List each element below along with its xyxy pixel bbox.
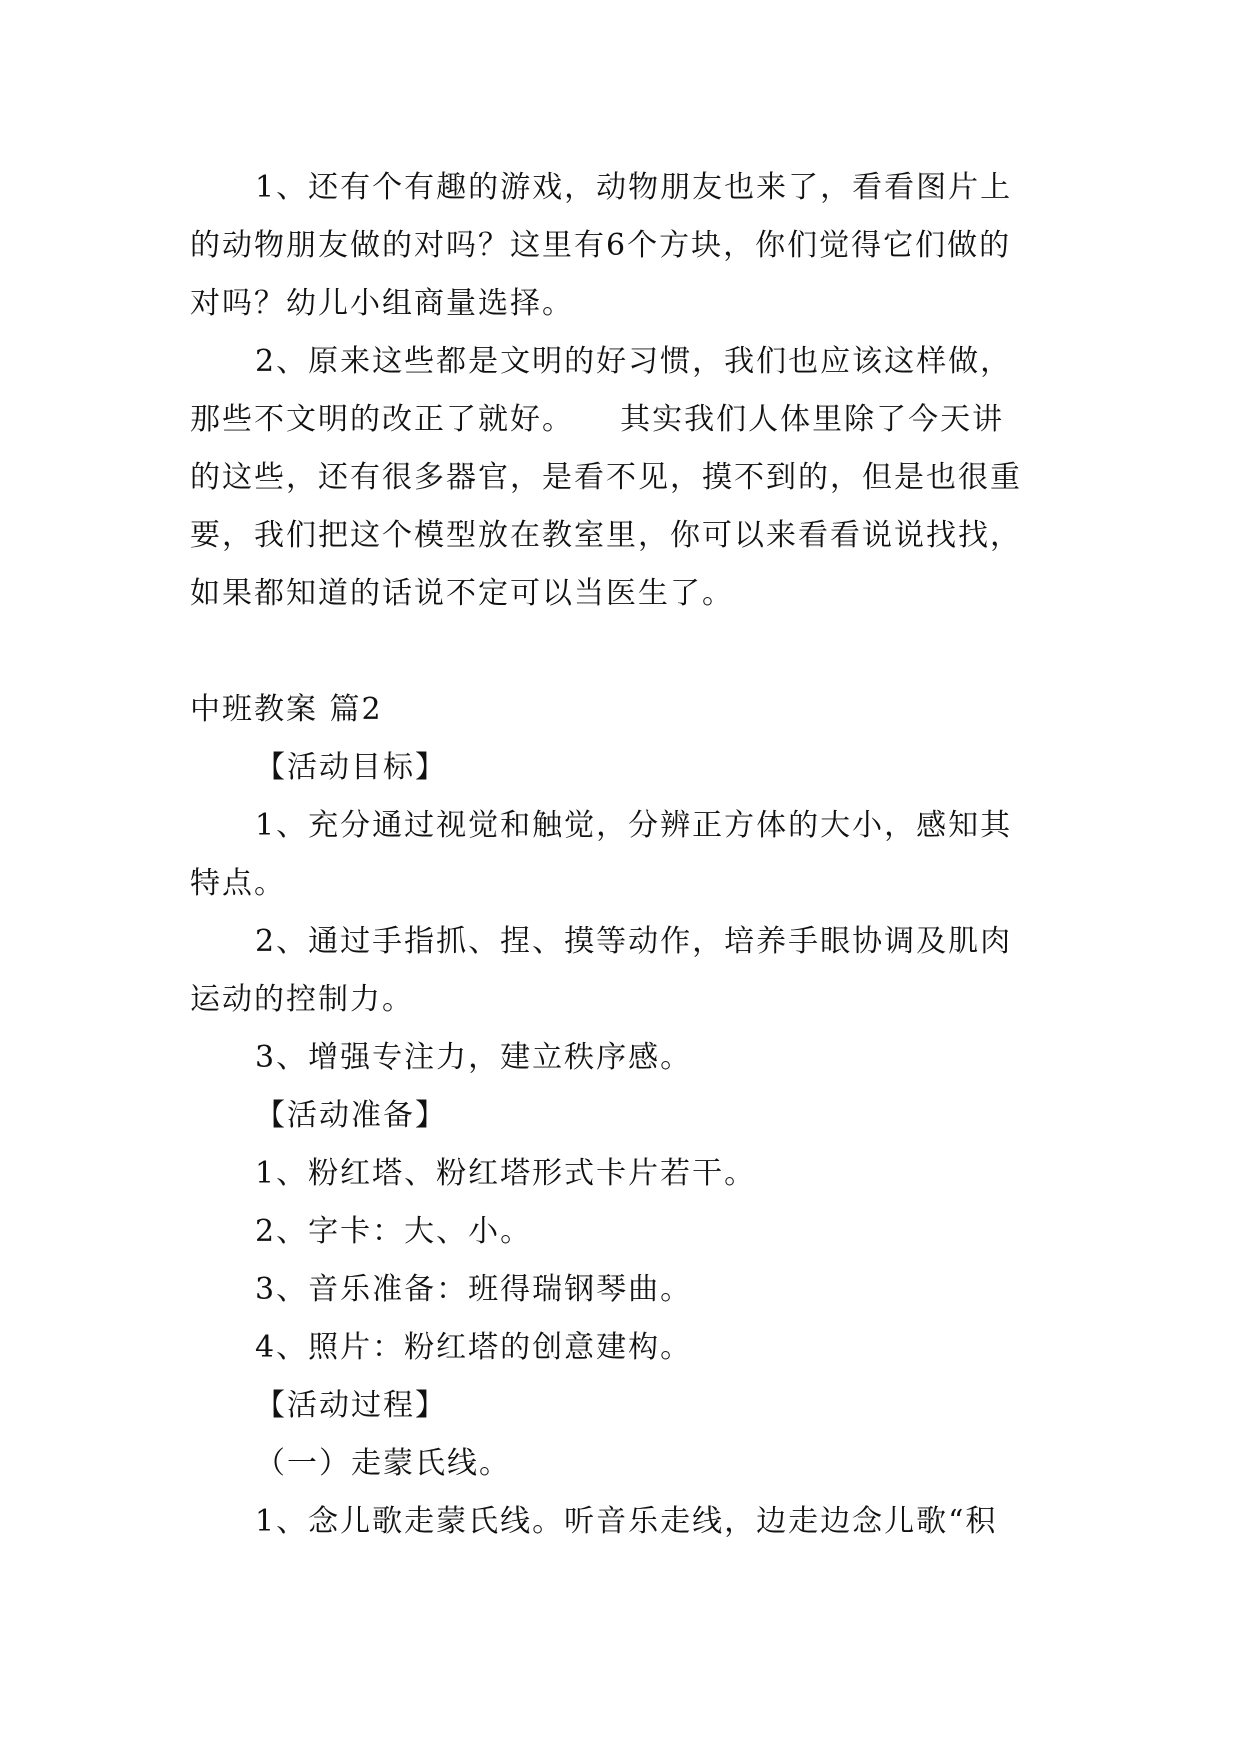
paragraph-line: 的这些，还有很多器官，是看不见，摸不到的，但是也很重: [190, 460, 1022, 495]
paragraph-line: 要，我们把这个模型放在教室里，你可以来看看说说找找，: [190, 518, 1022, 553]
paragraph-line: 2、通过手指抓、捏、摸等动作，培养手眼协调及肌肉: [255, 924, 1013, 959]
paragraph-line: 1、充分通过视觉和触觉，分辨正方体的大小，感知其: [255, 808, 1013, 843]
paragraph-line: 1、粉红塔、粉红塔形式卡片若干。: [255, 1156, 757, 1191]
paragraph-line: 1、念儿歌走蒙氏线。听音乐走线，边走边念儿歌“积: [255, 1504, 998, 1539]
section-heading-goals: 【活动目标】: [255, 750, 447, 785]
paragraph-line: 1、还有个有趣的游戏，动物朋友也来了，看看图片上: [255, 170, 1013, 205]
paragraph-line: 那些不文明的改正了就好。 其实我们人体里除了今天讲: [190, 402, 1005, 437]
paragraph-line: 特点。: [190, 866, 286, 901]
paragraph-line: 4、照片：粉红塔的创意建构。: [255, 1330, 693, 1365]
section-heading-process: 【活动过程】: [255, 1388, 447, 1423]
paragraph-line: 2、原来这些都是文明的好习惯，我们也应该这样做，: [255, 344, 1013, 379]
paragraph-line: 的动物朋友做的对吗？这里有6个方块，你们觉得它们做的: [190, 228, 1012, 263]
paragraph-line: （一）走蒙氏线。: [255, 1446, 511, 1481]
section-title: 中班教案 篇2: [190, 692, 383, 727]
paragraph-line: 运动的控制力。: [190, 982, 414, 1017]
paragraph-line: 对吗？幼儿小组商量选择。: [190, 286, 574, 321]
paragraph-line: 3、音乐准备：班得瑞钢琴曲。: [255, 1272, 693, 1307]
paragraph-line: 2、字卡：大、小。: [255, 1214, 533, 1249]
paragraph-line: 如果都知道的话说不定可以当医生了。: [190, 576, 734, 611]
paragraph-line: 3、增强专注力，建立秩序感。: [255, 1040, 693, 1075]
section-heading-preparation: 【活动准备】: [255, 1098, 447, 1133]
